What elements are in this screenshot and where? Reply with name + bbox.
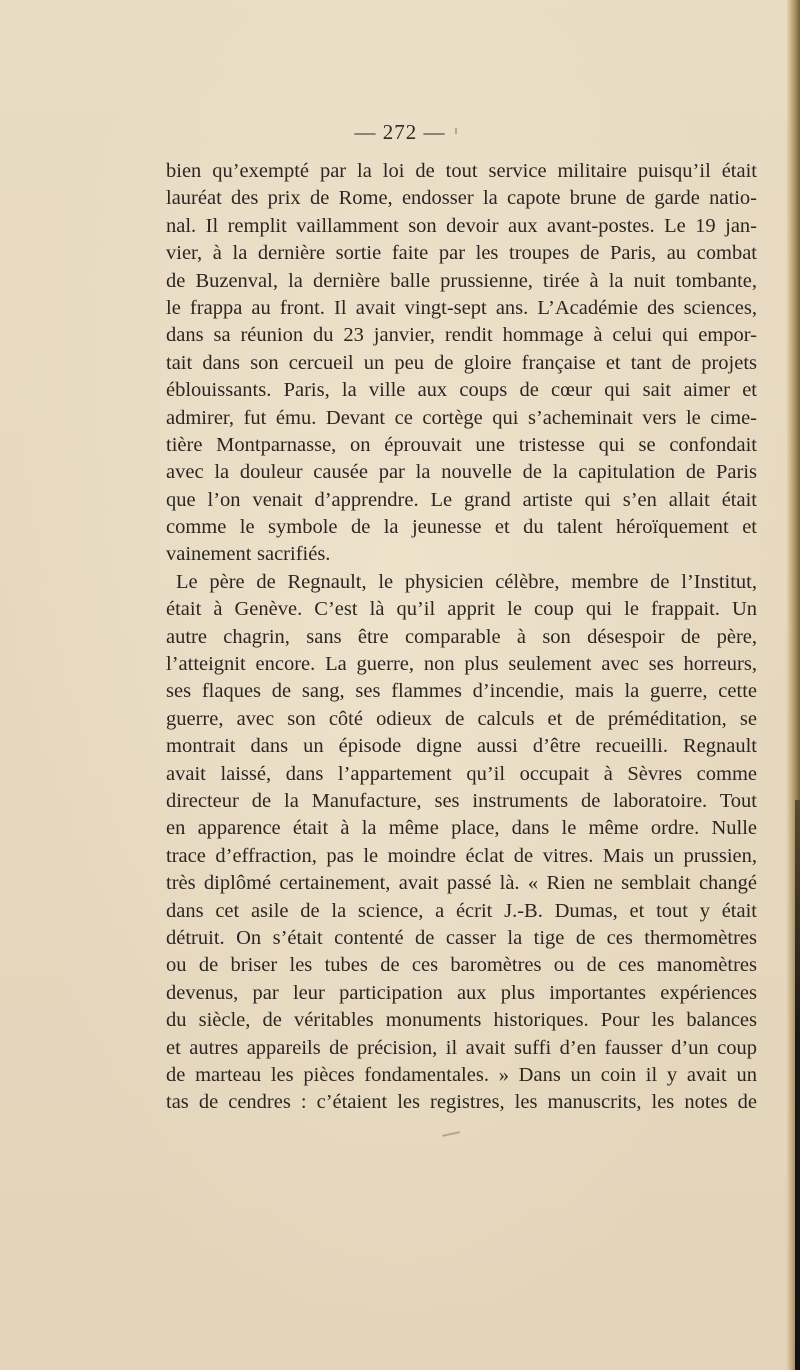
text-line: montrait dans un épisode digne aussi d’être recueilli. Regnault <box>166 735 757 758</box>
text-line: et autres appareils de précision, il avait suffi d’en fausser d’un coup <box>166 1036 757 1059</box>
text-line: avait laissé, dans l’appartement qu’il occupait à Sèvres comme <box>166 762 757 785</box>
text-line: de marteau les pièces fondamentales. » Dans un coin il y avait un <box>166 1063 757 1086</box>
text-line: autre chagrin, sans être comparable à son désespoir de père, <box>166 625 757 648</box>
text-line: était à Genève. C’est là qu’il apprit le coup qui le frappait. Un <box>166 598 757 621</box>
text-line: en apparence était à la même place, dans le même ordre. Nulle <box>166 817 757 840</box>
text-line: détruit. On s’était contenté de casser la tige de ces thermomètres <box>166 926 757 949</box>
text-line: devenus, par leur participation aux plus importantes expériences <box>166 981 757 1004</box>
text-line: éblouissants. Paris, la ville aux coups de cœur qui sait aimer et <box>166 379 757 402</box>
paper-speck <box>442 1131 460 1137</box>
text-line: tait dans son cercueil un peu de gloire française et tant de projets <box>166 351 757 374</box>
text-line: nal. Il remplit vaillamment son devoir aux avant-postes. Le 19 jan- <box>166 214 757 237</box>
text-line: que l’on venait d’apprendre. Le grand artiste qui s’en allait était <box>166 488 757 511</box>
text-line: ou de briser les tubes de ces baromètres ou de ces manomètres <box>166 954 757 977</box>
text-line: l’atteignit encore. La guerre, non plus seulement avec ses horreurs, <box>166 653 757 676</box>
text-line: le frappa au front. Il avait vingt-sept ans. L’Académie des sciences, <box>166 296 757 319</box>
text-line: de Buzenval, la dernière balle prussienne, tirée à la nuit tombante, <box>166 269 757 292</box>
text-line: dans cet asile de la science, a écrit J.-B. Dumas, et tout y était <box>166 899 757 922</box>
page-number: — 272 — <box>354 120 446 144</box>
text-line: ses flaques de sang, ses flammes d’incendie, mais la guerre, cette <box>166 680 757 703</box>
text-line: vier, à la dernière sortie faite par les troupes de Paris, au combat <box>166 242 757 265</box>
text-line: dans sa réunion du 23 janvier, rendit hommage à celui qui empor- <box>166 324 757 347</box>
text-line: lauréat des prix de Rome, endosser la capote brune de garde natio- <box>166 187 757 210</box>
body-text <box>166 158 757 1117</box>
text-line: admirer, fut ému. Devant ce cortège qui s’acheminait vers le cime- <box>166 406 757 429</box>
text-line: très diplômé certainement, avait passé là. « Rien ne semblait changé <box>166 872 757 895</box>
text-line: bien qu’exempté par la loi de tout service militaire puisqu’il était <box>166 160 757 182</box>
binding-shadow <box>795 800 800 1370</box>
text-line: comme le symbole de la jeunesse et du talent héroïquement et <box>166 516 757 539</box>
text-line: Le père de Regnault, le physicien célèbre, membre de l’Institut, <box>176 570 757 593</box>
text-line: vainement sacrifiés. <box>166 543 331 566</box>
text-line: du siècle, de véritables monuments historiques. Pour les balances <box>166 1009 757 1032</box>
text-line: avec la douleur causée par la nouvelle de la capitulation de Paris <box>166 461 757 484</box>
text-line: tas de cendres : c’étaient les registres, les manuscrits, les notes de <box>166 1091 757 1114</box>
text-line: guerre, avec son côté odieux de calculs et de préméditation, se <box>166 707 757 730</box>
text-line: tière Montparnasse, on éprouvait une tristesse qui se confondait <box>166 433 757 456</box>
text-line: directeur de la Manufacture, ses instruments de laboratoire. Tout <box>166 789 757 812</box>
text-line: trace d’effraction, pas le moindre éclat de vitres. Mais un prussien, <box>166 844 757 867</box>
